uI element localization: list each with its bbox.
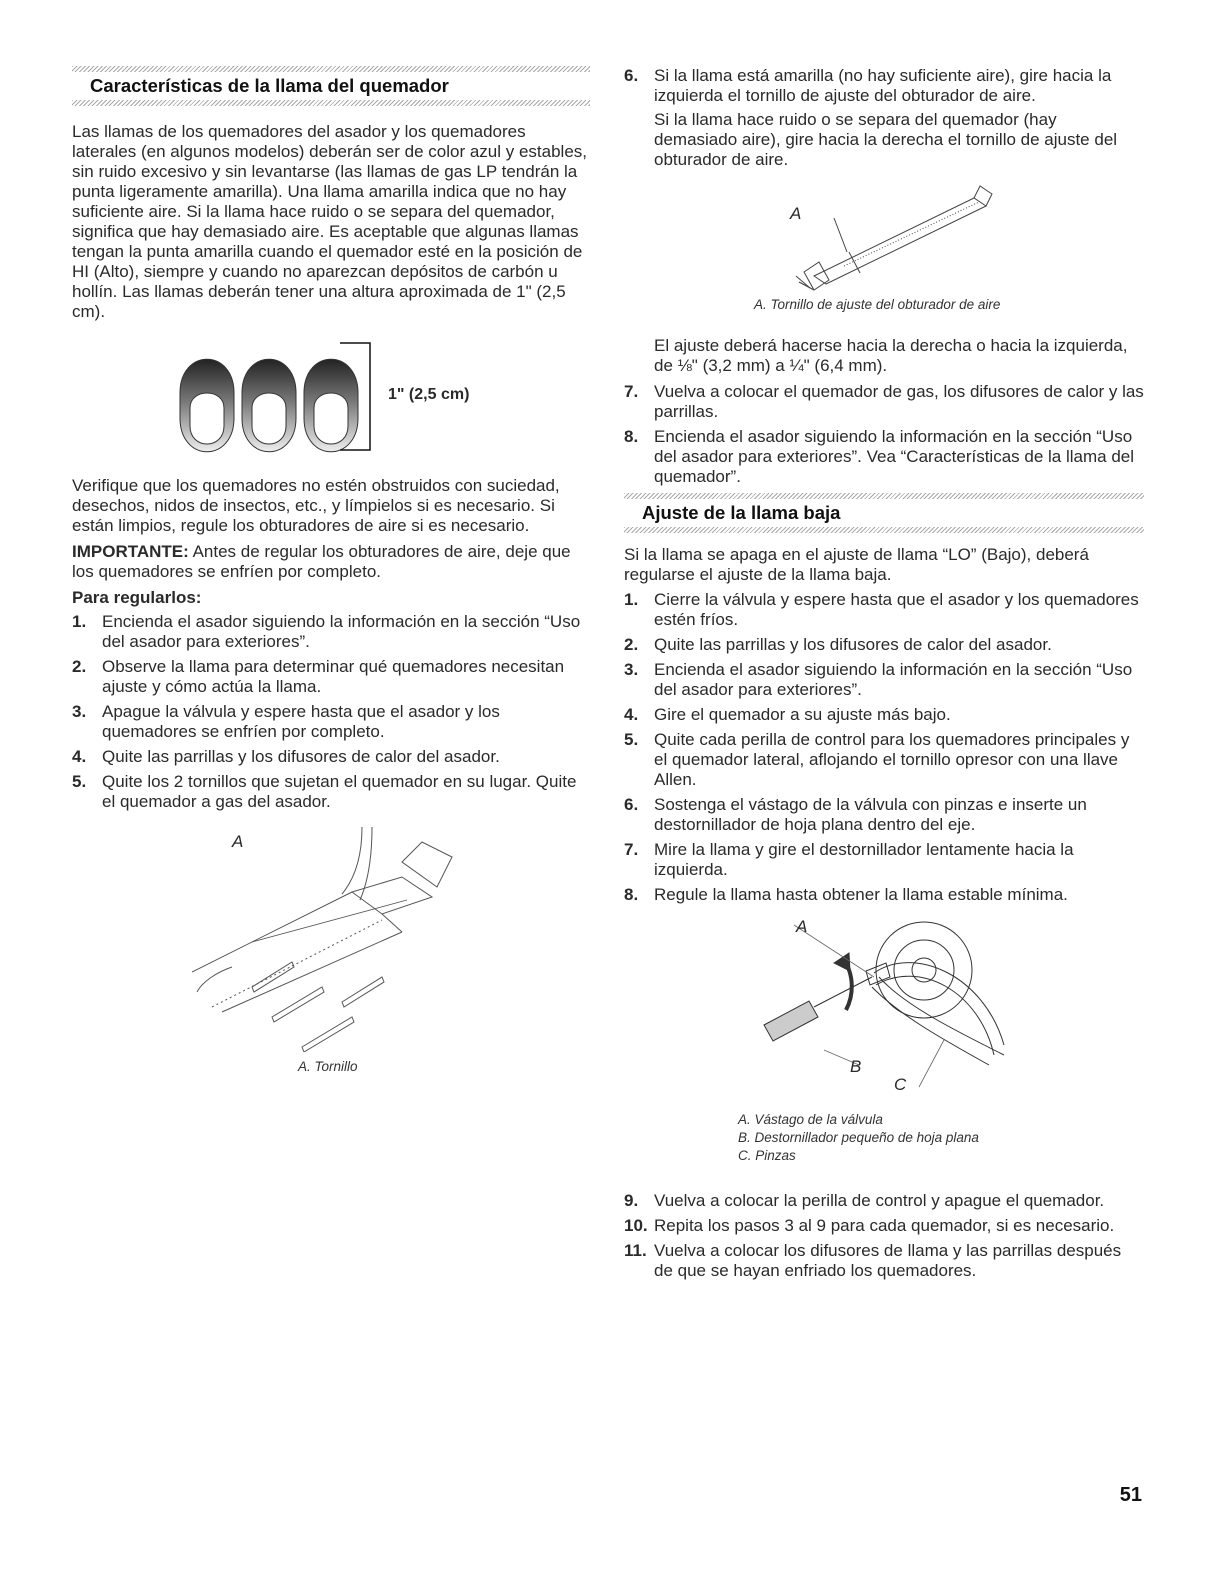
step-number: 2. xyxy=(72,657,87,676)
step-text: Vuelva a colocar los difusores de llama y las parrillas después de que se hayan enfriado los quemadores. xyxy=(654,1241,1122,1280)
step-number: 6. xyxy=(624,66,639,85)
list-item xyxy=(72,657,590,697)
figure-letter-c: C xyxy=(894,1075,907,1094)
low-flame-figure xyxy=(624,915,1144,1185)
heading-rule-bottom xyxy=(72,100,590,106)
list-item xyxy=(624,1241,1144,1281)
step-text: Si la llama está amarilla (no hay suficiente aire), gire hacia la izquierda el tornillo de ajuste del obturador de aire. xyxy=(654,66,1112,105)
step-text: Mire la llama y gire el destornillador lentamente hacia la izquierda. xyxy=(654,840,1074,879)
caption-b: B. Destornillador pequeño de hoja plana xyxy=(738,1130,979,1145)
list-item xyxy=(624,590,1144,630)
figure-letter-a: A xyxy=(790,204,802,223)
step-number: 1. xyxy=(72,612,87,631)
right-steps-list-c xyxy=(624,590,1144,905)
list-item xyxy=(72,612,590,652)
left-column xyxy=(72,66,590,1078)
list-item xyxy=(624,66,1144,106)
step-text: Vuelva a colocar el quemador de gas, los difusores de calor y las parrillas. xyxy=(654,382,1144,421)
important-note xyxy=(72,542,590,582)
step-number: 8. xyxy=(624,427,639,446)
list-item xyxy=(624,730,1144,790)
step-number: 4. xyxy=(72,747,87,766)
list-item xyxy=(624,705,1144,725)
air-shutter-figure xyxy=(624,176,1144,316)
right-column xyxy=(624,66,1144,1286)
right-steps-list-d xyxy=(624,1191,1144,1281)
list-item xyxy=(72,702,590,742)
step-text: Apague la válvula y espere hasta que el asador y los quemadores se enfríen por completo. xyxy=(102,702,500,741)
figure-caption: A. Tornillo de ajuste del obturador de aire xyxy=(754,297,1001,312)
important-text: Antes de regular los obturadores de aire, deje que los quemadores se enfríen por completo. xyxy=(72,542,571,581)
list-item xyxy=(72,747,590,767)
burner-screw-illustration xyxy=(192,822,492,1052)
figure-caption: A. Tornillo xyxy=(298,1059,358,1074)
intro-paragraph: Las llamas de los quemadores del asador y los quemadores laterales (en algunos modelos) deberán ser de color azul y estables, sin ruido excesivo y sin levantarse (las llamas de gas LP tendrán la punta ligeramente amarilla). Una llama amarilla indica que no hay suficiente aire. Si la llama hace ruido o se separa del quemador, significa que hay demasiado aire. Es aceptable que algunas llamas tengan la punta amarilla cuando el quemador esté en la posición de HI (Alto), siempre y cuando no aparezcan depósitos de carbón u hollín. Las llamas deberán tener una altura aproximada de 1" (2,5 cm). xyxy=(72,122,588,321)
figure-letter-b: B xyxy=(850,1057,862,1076)
caption-c: C. Pinzas xyxy=(738,1148,796,1163)
step-text: Vuelva a colocar la perilla de control y apague el quemador. xyxy=(654,1191,1105,1210)
section-heading-low-flame: Ajuste de la llama baja xyxy=(642,502,841,523)
step-number: 1. xyxy=(624,590,639,609)
step-text: Sostenga el vástago de la válvula con pinzas e inserte un destornillador de hoja plana dentro del eje. xyxy=(654,795,1087,834)
step-text: Repita los pasos 3 al 9 para cada quemador, si es necesario. xyxy=(654,1216,1115,1235)
step-text: Cierre la válvula y espere hasta que el asador y los quemadores estén fríos. xyxy=(654,590,1139,629)
screw-figure xyxy=(72,822,590,1078)
list-item xyxy=(624,885,1144,905)
figure-letter-a: A xyxy=(796,917,808,936)
list-item xyxy=(624,795,1144,835)
right-steps-list-a xyxy=(624,66,1144,106)
step-text: Quite los 2 tornillos que sujetan el quemador en su lugar. Quite el quemador a gas del asador. xyxy=(102,772,577,811)
valve-pliers-illustration xyxy=(754,915,1014,1105)
flame-height-label: 1" (2,5 cm) xyxy=(388,386,470,403)
right-steps-list-b xyxy=(624,382,1144,487)
step-number: 4. xyxy=(624,705,639,724)
step-text: Quite las parrillas y los difusores de calor del asador. xyxy=(654,635,1052,654)
step-number: 8. xyxy=(624,885,639,904)
caption-a: A. Vástago de la válvula xyxy=(738,1112,883,1127)
step-text: Quite las parrillas y los difusores de calor del asador. xyxy=(102,747,500,766)
heading-rule-bottom xyxy=(624,527,1144,533)
step-number: 3. xyxy=(624,660,639,679)
step-number: 9. xyxy=(624,1191,639,1210)
air-shutter-illustration xyxy=(774,176,1034,296)
step-text: Encienda el asador siguiendo la información en la sección “Uso del asador para exteriores”. Vea “Características de la llama del quemador”. xyxy=(654,427,1135,486)
step-number: 10. xyxy=(624,1216,648,1235)
step6-extra-paragraph: Si la llama hace ruido o se separa del quemador (hay demasiado aire), gire hacia la derecha el tornillo de ajuste del obturador de aire. xyxy=(654,110,1118,169)
list-item xyxy=(624,1191,1144,1211)
step-number: 5. xyxy=(72,772,87,791)
list-item xyxy=(624,427,1144,487)
flame-illustration xyxy=(172,338,392,460)
intro2-paragraph: Si la llama se apaga en el ajuste de llama “LO” (Bajo), deberá regularse el ajuste de la llama baja. xyxy=(624,545,1089,584)
step-number: 5. xyxy=(624,730,639,749)
step-number: 7. xyxy=(624,382,639,401)
subheading-adjust: Para regularlos: xyxy=(72,588,202,607)
step-text: Encienda el asador siguiendo la información en la sección “Uso del asador para exteriores”. xyxy=(654,660,1133,699)
list-item xyxy=(624,1216,1144,1236)
page-number: 51 xyxy=(1119,1484,1142,1506)
step-number: 6. xyxy=(624,795,639,814)
verify-paragraph: Verifique que los quemadores no estén obstruidos con suciedad, desechos, nidos de insectos, etc., y límpielos si es necesario. Si están limpios, regule los obturadores de aire si es necesario. xyxy=(72,476,560,535)
figure-captions xyxy=(738,1111,979,1165)
step-number: 2. xyxy=(624,635,639,654)
step-text: Regule la llama hasta obtener la llama estable mínima. xyxy=(654,885,1068,904)
step-number: 3. xyxy=(72,702,87,721)
section-heading-flame-characteristics: Características de la llama del quemador xyxy=(90,75,449,96)
list-item xyxy=(72,772,590,812)
step-number: 7. xyxy=(624,840,639,859)
flame-figure xyxy=(72,338,590,466)
list-item xyxy=(624,635,1144,655)
list-item xyxy=(624,660,1144,700)
left-steps-list xyxy=(72,612,590,812)
step-text: Encienda el asador siguiendo la información en la sección “Uso del asador para exteriores”. xyxy=(102,612,581,651)
figure-letter-a: A xyxy=(232,832,244,851)
step-text: Observe la llama para determinar qué quemadores necesitan ajuste y cómo actúa la llama. xyxy=(102,657,565,696)
list-item xyxy=(624,382,1144,422)
step-text: Quite cada perilla de control para los quemadores principales y el quemador lateral, aflojando el tornillo opresor con una llave Allen. xyxy=(654,730,1130,789)
list-item xyxy=(624,840,1144,880)
step-text: Gire el quemador a su ajuste más bajo. xyxy=(654,705,951,724)
adjust-paragraph: El ajuste deberá hacerse hacia la derecha o hacia la izquierda, de ⅛" (3,2 mm) a ¼" (6,4 mm). xyxy=(654,336,1128,375)
important-label: IMPORTANTE: xyxy=(72,542,189,561)
step-number: 11. xyxy=(624,1241,647,1260)
